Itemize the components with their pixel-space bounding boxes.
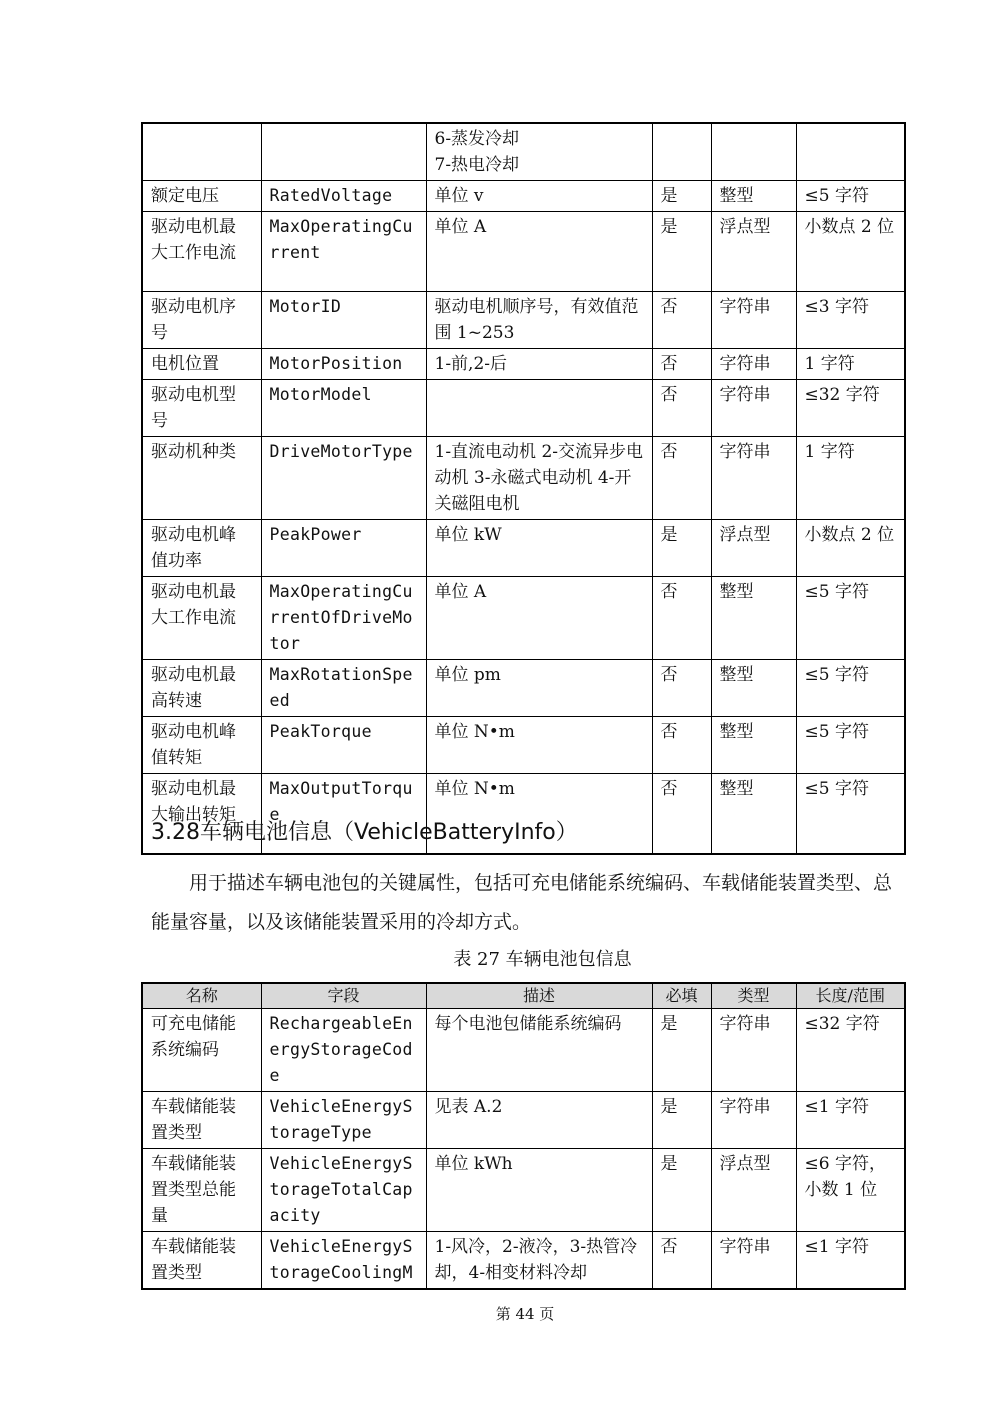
required-cell: 是 <box>652 181 711 212</box>
page-number: 第 44 页 <box>495 1305 555 1323</box>
table-row <box>142 181 905 212</box>
column-header-length: 长度/范围 <box>796 983 905 1009</box>
name-cell: 驱动电机序号 <box>142 292 261 349</box>
length-cell: 1 字符 <box>796 437 905 520</box>
required-cell: 是 <box>652 520 711 577</box>
type-cell: 字符串 <box>711 1232 796 1290</box>
length-cell: ≤1 字符 <box>796 1232 905 1290</box>
desc-cell: 单位 kW <box>426 520 652 577</box>
type-cell <box>711 123 796 181</box>
type-cell: 字符串 <box>711 380 796 437</box>
table-row <box>142 520 905 577</box>
column-header-desc: 描述 <box>426 983 652 1009</box>
required-cell: 否 <box>652 717 711 774</box>
field-cell: MotorPosition <box>261 349 426 380</box>
motor-info-table-body <box>142 123 905 854</box>
column-header-required: 必填 <box>652 983 711 1009</box>
table-row <box>142 380 905 437</box>
name-cell: 可充电储能系统编码 <box>142 1009 261 1092</box>
table-header <box>142 983 905 1009</box>
desc-cell: 1-前,2-后 <box>426 349 652 380</box>
length-cell: ≤5 字符 <box>796 774 905 854</box>
desc-cell: 1-直流电动机 2-交流异步电动机 3-永磁式电动机 4-开关磁阻电机 <box>426 437 652 520</box>
name-cell: 电机位置 <box>142 349 261 380</box>
desc-cell: 单位 A <box>426 577 652 660</box>
type-cell: 浮点型 <box>711 1149 796 1232</box>
type-cell: 字符串 <box>711 349 796 380</box>
desc-cell: 单位 v <box>426 181 652 212</box>
field-cell: PeakPower <box>261 520 426 577</box>
length-cell: ≤5 字符 <box>796 577 905 660</box>
name-cell: 驱动电机峰值功率 <box>142 520 261 577</box>
field-cell: RechargeableEnergyStorageCode <box>261 1009 426 1092</box>
length-cell: 1 字符 <box>796 349 905 380</box>
field-cell: VehicleEnergyStorageCoolingM <box>261 1232 426 1290</box>
length-cell: 小数点 2 位 <box>796 212 905 292</box>
field-cell: PeakTorque <box>261 717 426 774</box>
table-row <box>142 660 905 717</box>
name-cell: 驱动电机峰值转矩 <box>142 717 261 774</box>
required-cell: 否 <box>652 349 711 380</box>
field-cell: MaxOperatingCurrentOfDriveMotor <box>261 577 426 660</box>
field-cell: MaxOutputTorque <box>261 774 426 854</box>
desc-cell: 单位 N•m <box>426 774 652 854</box>
type-cell: 整型 <box>711 181 796 212</box>
desc-cell: 单位 kWh <box>426 1149 652 1232</box>
table-row <box>142 717 905 774</box>
length-cell: ≤32 字符 <box>796 1009 905 1092</box>
desc-cell: 单位 N•m <box>426 717 652 774</box>
name-cell <box>142 123 261 181</box>
table-row <box>142 349 905 380</box>
name-cell: 车载储能装置类型 <box>142 1232 261 1290</box>
name-cell: 驱动电机最大工作电流 <box>142 212 261 292</box>
type-cell: 整型 <box>711 577 796 660</box>
table-row <box>142 577 905 660</box>
name-cell: 驱动电机最高转速 <box>142 660 261 717</box>
name-cell: 车载储能装置类型 <box>142 1092 261 1149</box>
type-cell: 字符串 <box>711 1092 796 1149</box>
table-caption: 表 27 车辆电池包信息 <box>453 949 632 970</box>
table-row <box>142 1232 905 1290</box>
name-cell: 驱动电机最大工作电流 <box>142 577 261 660</box>
vehicle-battery-table-body <box>142 1009 905 1290</box>
required-cell: 是 <box>652 212 711 292</box>
length-cell: ≤5 字符 <box>796 717 905 774</box>
required-cell: 是 <box>652 1092 711 1149</box>
table-row <box>142 1009 905 1092</box>
name-cell: 额定电压 <box>142 181 261 212</box>
length-cell: 小数点 2 位 <box>796 520 905 577</box>
name-cell: 车载储能装置类型总能量 <box>142 1149 261 1232</box>
table-row <box>142 437 905 520</box>
desc-cell <box>426 380 652 437</box>
table-row <box>142 1092 905 1149</box>
field-cell: MaxOperatingCurrent <box>261 212 426 292</box>
field-cell: MotorID <box>261 292 426 349</box>
field-cell: VehicleEnergyStorageType <box>261 1092 426 1149</box>
length-cell: ≤1 字符 <box>796 1092 905 1149</box>
length-cell: ≤3 字符 <box>796 292 905 349</box>
required-cell: 否 <box>652 292 711 349</box>
column-header-field: 字段 <box>261 983 426 1009</box>
desc-cell: 见表 A.2 <box>426 1092 652 1149</box>
name-cell: 驱动电机最大输出转矩 <box>142 774 261 854</box>
type-cell: 浮点型 <box>711 520 796 577</box>
length-cell <box>796 123 905 181</box>
required-cell: 是 <box>652 1009 711 1092</box>
type-cell: 整型 <box>711 660 796 717</box>
type-cell: 字符串 <box>711 437 796 520</box>
column-header-type: 类型 <box>711 983 796 1009</box>
desc-cell: 每个电池包储能系统编码 <box>426 1009 652 1092</box>
required-cell: 否 <box>652 1232 711 1290</box>
field-cell: RatedVoltage <box>261 181 426 212</box>
type-cell: 整型 <box>711 774 796 854</box>
motor-info-table-continued <box>141 122 906 855</box>
length-cell: ≤5 字符 <box>796 181 905 212</box>
section-paragraph: 用于描述车辆电池包的关键属性，包括可充电储能系统编码、车载储能装置类型、总能量容量，以及该储能装置采用的冷却方式。 <box>151 872 893 933</box>
header-row <box>142 983 905 1009</box>
desc-cell: 单位 A <box>426 212 652 292</box>
type-cell: 浮点型 <box>711 212 796 292</box>
table-row <box>142 292 905 349</box>
column-header-name: 名称 <box>142 983 261 1009</box>
section-heading: 3.28车辆电池信息（VehicleBatteryInfo） <box>151 820 578 845</box>
desc-cell: 单位 pm <box>426 660 652 717</box>
field-cell <box>261 123 426 181</box>
length-cell: ≤6 字符，小数 1 位 <box>796 1149 905 1232</box>
required-cell: 是 <box>652 1149 711 1232</box>
type-cell: 字符串 <box>711 1009 796 1092</box>
type-cell: 整型 <box>711 717 796 774</box>
field-cell: DriveMotorType <box>261 437 426 520</box>
required-cell <box>652 123 711 181</box>
required-cell: 否 <box>652 380 711 437</box>
desc-cell: 驱动电机顺序号，有效值范围 1~253 <box>426 292 652 349</box>
table-row <box>142 123 905 181</box>
required-cell: 否 <box>652 660 711 717</box>
length-cell: ≤5 字符 <box>796 660 905 717</box>
field-cell: MaxRotationSpeed <box>261 660 426 717</box>
field-cell: MotorModel <box>261 380 426 437</box>
field-cell: VehicleEnergyStorageTotalCapacity <box>261 1149 426 1232</box>
vehicle-battery-table <box>141 982 906 1290</box>
desc-cell: 1-风冷，2-液冷，3-热管冷却，4-相变材料冷却 <box>426 1232 652 1290</box>
required-cell: 否 <box>652 577 711 660</box>
table-row <box>142 212 905 292</box>
table-row <box>142 1149 905 1232</box>
desc-cell: 6-蒸发冷却 7-热电冷却 <box>426 123 652 181</box>
required-cell: 否 <box>652 437 711 520</box>
length-cell: ≤32 字符 <box>796 380 905 437</box>
name-cell: 驱动机种类 <box>142 437 261 520</box>
type-cell: 字符串 <box>711 292 796 349</box>
required-cell: 否 <box>652 774 711 854</box>
name-cell: 驱动电机型号 <box>142 380 261 437</box>
